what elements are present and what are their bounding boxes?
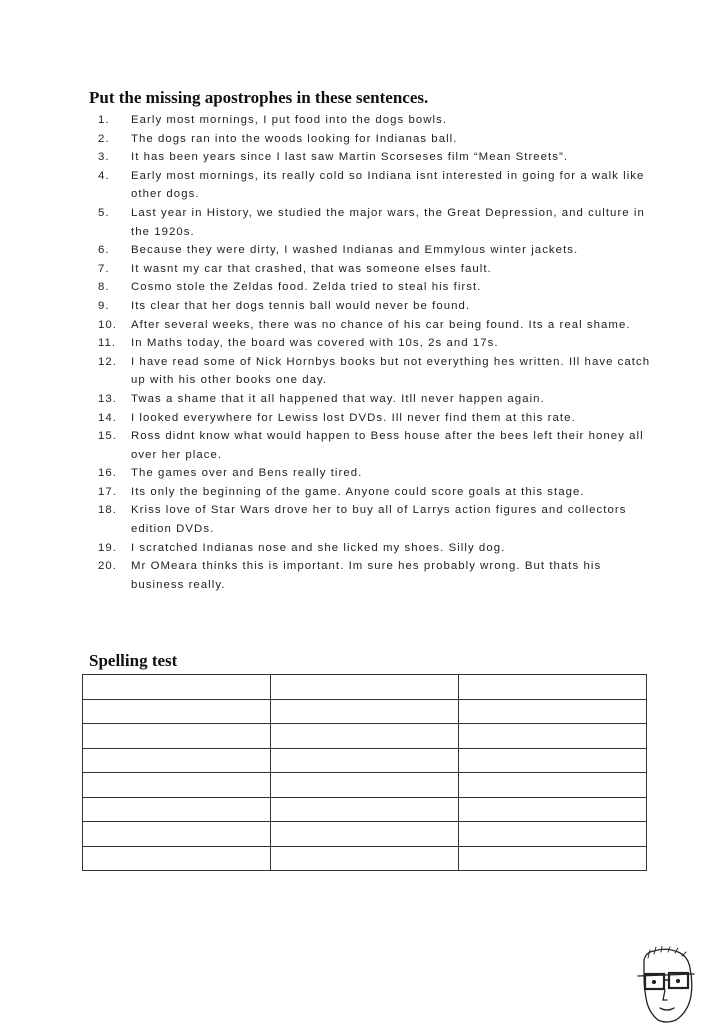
spelling-cell[interactable] xyxy=(271,675,459,700)
sentence-item xyxy=(98,353,658,390)
spelling-cell[interactable] xyxy=(459,748,647,773)
spelling-row xyxy=(83,748,647,773)
spelling-cell[interactable] xyxy=(459,675,647,700)
sentence-item xyxy=(98,539,658,558)
sentence-text: Its only the beginning of the game. Anyone could score goals at this stage. xyxy=(131,485,585,498)
sentence-number: 16. xyxy=(98,467,117,480)
sentence-text: It wasnt my car that crashed, that was someone elses fault. xyxy=(131,262,492,275)
sentence-text: In Maths today, the board was covered with 10s, 2s and 17s. xyxy=(131,337,499,350)
sentence-item xyxy=(98,148,658,167)
sentence-text: Kriss love of Star Wars drove her to buy all of Larrys action figures and collectors edition DVDs. xyxy=(131,504,627,536)
sentence-text: I scratched Indianas nose and she licked my shoes. Silly dog. xyxy=(131,541,506,554)
sentence-number: 9. xyxy=(98,299,110,312)
spelling-test-table xyxy=(82,674,647,871)
sentence-number: 14. xyxy=(98,411,117,424)
sentence-item xyxy=(98,260,658,279)
sentence-item xyxy=(98,557,658,594)
cartoon-face-doodle xyxy=(636,946,698,1026)
sentence-text: Because they were dirty, I washed Indianas and Emmylous winter jackets. xyxy=(131,244,579,257)
spelling-test-heading: Spelling test xyxy=(89,651,178,670)
spelling-cell[interactable] xyxy=(459,699,647,724)
spelling-cell[interactable] xyxy=(459,797,647,822)
sentence-item xyxy=(98,111,658,130)
sentence-number: 18. xyxy=(98,504,117,517)
sentence-item xyxy=(98,316,658,335)
spelling-cell[interactable] xyxy=(271,797,459,822)
sentence-number: 17. xyxy=(98,485,117,498)
sentence-number: 12. xyxy=(98,355,117,368)
spelling-row xyxy=(83,724,647,749)
spelling-cell[interactable] xyxy=(83,846,271,871)
sentence-number: 5. xyxy=(98,206,110,219)
spelling-cell[interactable] xyxy=(271,748,459,773)
sentence-text: Mr OMeara thinks this is important. Im sure hes probably wrong. But thats his business really. xyxy=(131,560,602,591)
sentence-item xyxy=(98,390,658,409)
sentence-item xyxy=(98,241,658,260)
sentence-text: After several weeks, there was no chance of his car being found. Its a real shame. xyxy=(131,318,631,331)
sentence-text: I looked everywhere for Lewiss lost DVDs. Ill never find them at this rate. xyxy=(131,411,576,424)
spelling-cell[interactable] xyxy=(459,822,647,847)
sentence-number: 8. xyxy=(98,281,110,294)
sentence-item xyxy=(98,427,658,464)
sentence-item xyxy=(98,483,658,502)
sentence-text: Early most mornings, its really cold so Indiana isnt interested in going for a walk like other dogs. xyxy=(131,169,645,201)
sentence-text: It has been years since I last saw Martin Scorseses film “Mean Streets”. xyxy=(131,151,569,164)
spelling-cell[interactable] xyxy=(83,773,271,798)
spelling-cell[interactable] xyxy=(271,822,459,847)
spelling-cell[interactable] xyxy=(459,724,647,749)
sentence-number: 10. xyxy=(98,318,117,331)
sentence-number: 19. xyxy=(98,541,117,554)
sentence-number: 3. xyxy=(98,151,110,164)
sentence-item xyxy=(98,409,658,428)
spelling-cell[interactable] xyxy=(83,675,271,700)
sentence-text: Early most mornings, I put food into the dogs bowls. xyxy=(131,114,448,126)
spelling-cell[interactable] xyxy=(83,724,271,749)
sentence-item xyxy=(98,278,658,297)
sentence-list xyxy=(98,111,658,594)
spelling-cell[interactable] xyxy=(83,699,271,724)
sentence-text: The dogs ran into the woods looking for Indianas ball. xyxy=(131,132,458,145)
sentence-text: The games over and Bens really tired. xyxy=(131,467,363,480)
spelling-row xyxy=(83,773,647,798)
sentence-text: Cosmo stole the Zeldas food. Zelda tried to steal his first. xyxy=(131,281,482,294)
sentence-number: 7. xyxy=(98,262,110,275)
sentence-number: 4. xyxy=(98,169,110,182)
apostrophes-heading: Put the missing apostrophes in these sentences. xyxy=(89,88,429,107)
sentence-text: Twas a shame that it all happened that way. Itll never happen again. xyxy=(131,392,545,405)
sentence-text: Last year in History, we studied the major wars, the Great Depression, and culture in the 1920s. xyxy=(131,206,645,238)
sentence-number: 1. xyxy=(98,114,110,126)
spelling-row xyxy=(83,846,647,871)
spelling-cell[interactable] xyxy=(459,846,647,871)
spelling-row xyxy=(83,797,647,822)
sentence-item xyxy=(98,334,658,353)
sentence-item xyxy=(98,167,658,204)
sentence-item xyxy=(98,204,658,241)
sentence-text: Ross didnt know what would happen to Bess house after the bees left their honey all over her place. xyxy=(131,430,644,461)
spelling-cell[interactable] xyxy=(83,748,271,773)
sentence-number: 2. xyxy=(98,132,110,145)
sentence-item xyxy=(98,501,658,538)
sentence-item xyxy=(98,464,658,483)
sentence-number: 6. xyxy=(98,244,110,257)
spelling-cell[interactable] xyxy=(271,724,459,749)
spelling-cell[interactable] xyxy=(83,822,271,847)
spelling-row xyxy=(83,699,647,724)
spelling-cell[interactable] xyxy=(271,699,459,724)
spelling-row xyxy=(83,675,647,700)
spelling-row xyxy=(83,822,647,847)
spelling-cell[interactable] xyxy=(271,846,459,871)
spelling-cell[interactable] xyxy=(459,773,647,798)
spelling-cell[interactable] xyxy=(271,773,459,798)
sentence-number: 11. xyxy=(98,337,117,350)
sentence-text: I have read some of Nick Hornbys books but not everything hes written. Ill have catch up with his other books one day. xyxy=(131,355,651,387)
sentence-text: Its clear that her dogs tennis ball would never be found. xyxy=(131,299,471,312)
spelling-cell[interactable] xyxy=(83,797,271,822)
sentence-item xyxy=(98,297,658,316)
sentence-item xyxy=(98,130,658,149)
sentence-number: 20. xyxy=(98,560,117,573)
sentence-number: 13. xyxy=(98,392,117,405)
sentence-number: 15. xyxy=(98,430,117,443)
